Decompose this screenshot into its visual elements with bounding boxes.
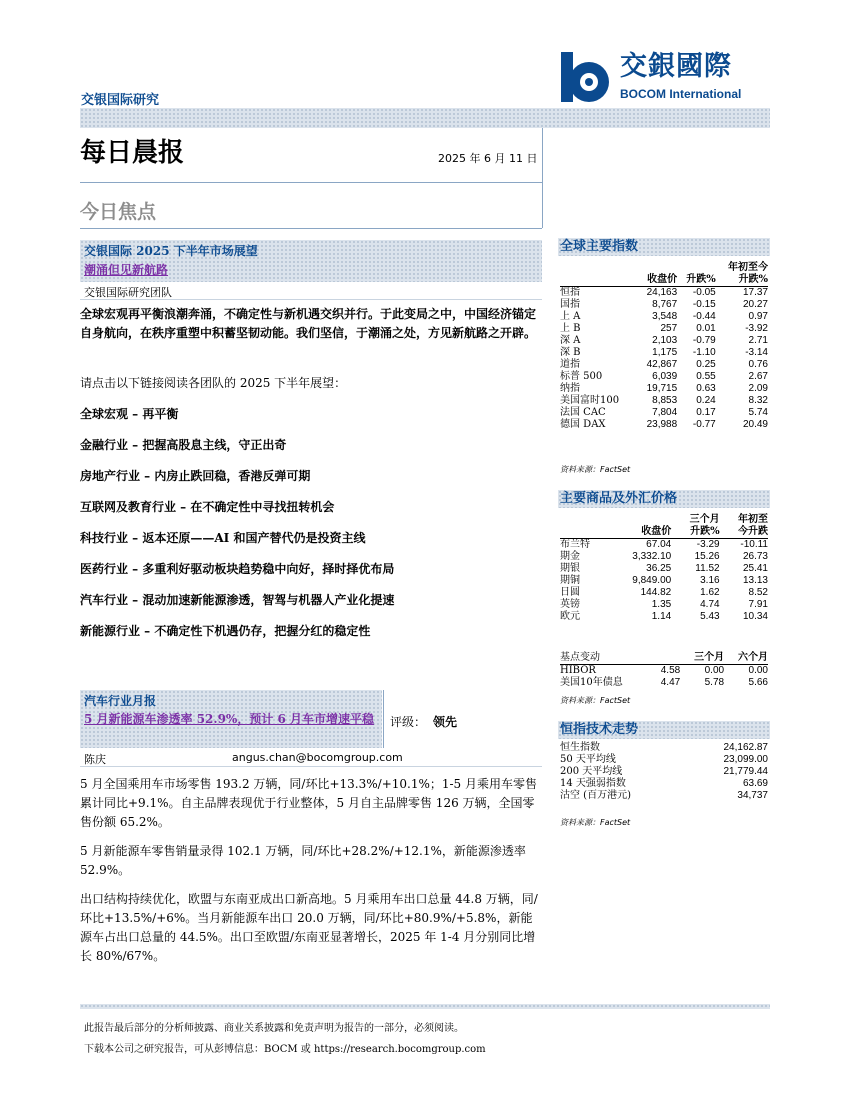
commodity-row-cell: -3.29	[696, 539, 720, 550]
commodity-row-cell: 10.34	[742, 611, 768, 622]
index-row-cell: -0.15	[692, 299, 716, 310]
index-row-cell: 恒指	[560, 287, 580, 298]
commodity-row-cell: 25.41	[742, 563, 768, 574]
article2-para-1: 5 月全国乘用车市场零售 193.2 万辆，同/环比+13.3%/+10.1%；1-5 月乘用车零售累计同比+9.1%。自主品牌表现优于行业整体，5 月自主品牌零售 126 万辆，全国零售份额 65.2%。	[80, 777, 538, 829]
index-row-cell: 24,163	[646, 287, 678, 298]
commodity-row	[560, 551, 768, 563]
index-row	[560, 311, 768, 323]
index-row-cell: 0.55	[696, 371, 716, 382]
commodity-row	[560, 587, 768, 599]
index-row	[560, 371, 768, 383]
commodities-col-3m-2: 升跌%	[690, 526, 720, 537]
index-row-cell: 0.63	[696, 383, 716, 394]
article1-subtitle-link[interactable]: 潮涌但见新航路	[84, 263, 169, 277]
rate-row-cell: 美国10年债息	[560, 677, 623, 688]
index-row-cell: 深 B	[560, 347, 581, 358]
index-row	[560, 299, 768, 311]
logo-mark-icon	[558, 48, 616, 106]
rate-row	[560, 677, 768, 689]
technical-row-cell: 50 天平均线	[560, 754, 616, 765]
link-technology[interactable]: 科技行业 – 返本还原——AI 和国产替代仍是投资主线	[80, 531, 366, 545]
logo-cn-text: 交銀國際	[620, 51, 732, 82]
link-financials[interactable]: 金融行业 – 把握高股息主线，守正出奇	[80, 438, 287, 452]
rates-col-6m: 六个月	[738, 652, 768, 663]
commodities-title: 主要商品及外汇价格	[558, 490, 770, 508]
commodity-row-cell: 7.91	[748, 599, 768, 610]
commodity-row-cell: 英镑	[560, 599, 580, 610]
commodity-row-cell: 67.04	[646, 539, 672, 550]
focus-heading: 今日焦点	[80, 201, 157, 223]
commodity-row-cell: 9,849.00	[632, 575, 672, 586]
technical-row-cell: 沽空 (百万港元)	[560, 790, 631, 801]
index-row-cell: 257	[660, 323, 678, 334]
index-row-cell: 上 B	[560, 323, 581, 334]
technical-row-cell: 14 天强弱指数	[560, 778, 626, 789]
article2-author: 陈庆	[84, 753, 106, 766]
index-row-cell: -0.79	[692, 335, 716, 346]
technical-row-cell: 21,779.44	[723, 766, 768, 777]
technical-row	[560, 742, 768, 754]
rating-divider	[383, 690, 384, 748]
page-title: 每日晨报	[80, 138, 185, 168]
index-row-cell: 法国 CAC	[560, 407, 606, 418]
article2-para-2: 5 月新能源车零售销量录得 102.1 万辆，同/环比+28.2%/+12.1%，新能源渗透率 52.9%。	[80, 844, 526, 877]
article1-title: 交银国际 2025 下半年市场展望	[84, 244, 258, 258]
link-healthcare[interactable]: 医药行业 – 多重利好驱动板块趋势稳中向好，择时择优布局	[80, 562, 395, 576]
logo-en-text: BOCOM International	[620, 87, 742, 101]
commodity-row-cell: 日圆	[560, 587, 580, 598]
commodity-row-cell: 布兰特	[560, 539, 590, 550]
commodity-row	[560, 563, 768, 575]
index-row-cell: 0.76	[748, 359, 768, 370]
commodity-row-cell: 8.52	[748, 587, 768, 598]
article2-para-3: 出口结构持续优化，欧盟与东南亚成出口新高地。5 月乘用车出口总量 44.8 万辆，同/环比+13.5%/+6%。当月新能源车出口 20.0 万辆，同/环比+80.9%/+5.8%，新能源车占出口总量的 44.5%。出口至欧盟/东南亚显著增长，2025 年 1-4 月分别同比增长 80%/67%。	[80, 892, 538, 963]
rates-col-3m: 三个月	[694, 652, 725, 663]
rating-value: 领先	[433, 715, 458, 729]
index-row-cell: 20.49	[742, 419, 768, 430]
index-row-cell: 德国 DAX	[560, 419, 606, 430]
commodity-row-cell: -10.11	[740, 539, 768, 550]
index-row-cell: -0.44	[692, 311, 716, 322]
commodity-row-cell: 期金	[560, 551, 580, 562]
article2-title: 汽车行业月报	[84, 694, 157, 708]
commodity-row	[560, 575, 768, 587]
footer-download[interactable]: 下载本公司之研究报告，可从彭博信息：BOCM 或 https://research.bocomgroup.com	[84, 1044, 486, 1055]
rate-row-cell: HIBOR	[560, 665, 596, 676]
link-auto[interactable]: 汽车行业 – 混动加速新能源渗透，智驾与机器人产业化提速	[80, 593, 395, 607]
index-row-cell: 2.09	[748, 383, 768, 394]
index-row-cell: 20.27	[742, 299, 768, 310]
index-row	[560, 323, 768, 335]
title-vertical-divider	[542, 128, 543, 228]
article2-subtitle-link[interactable]: 5 月新能源车渗透率 52.9%，预计 6 月车市增速平稳	[84, 712, 375, 726]
index-row-cell: 纳指	[560, 383, 580, 394]
article2-email[interactable]: angus.chan@bocomgroup.com	[232, 751, 403, 764]
indices-title: 全球主要指数	[558, 238, 770, 256]
index-row-cell: -0.05	[692, 287, 716, 298]
index-row-cell: 3,548	[652, 311, 678, 322]
commodity-row-cell: 1.14	[651, 611, 672, 622]
commodity-row-cell: 36.25	[646, 563, 672, 574]
index-row-cell: 5.74	[748, 407, 768, 418]
focus-divider	[80, 228, 542, 229]
index-row-cell: -3.14	[745, 347, 768, 358]
company-logo	[558, 48, 770, 106]
indices-table	[560, 262, 768, 431]
technical-row	[560, 778, 768, 790]
commodities-source: 资料来源：FactSet	[560, 696, 631, 705]
technical-row-cell: 23,099.00	[723, 754, 768, 765]
index-row	[560, 407, 768, 419]
footer-disclaimer: 此报告最后部分的分析师披露、商业关系披露和免责声明为报告的一部分，必须阅读。	[84, 1023, 464, 1034]
commodities-col-ytd-2: 今升跌	[738, 526, 768, 537]
article1-header-right	[380, 240, 542, 282]
technicals-title: 恒指技术走势	[558, 721, 770, 739]
index-row	[560, 395, 768, 407]
index-row	[560, 287, 768, 300]
technicals-source: 资料来源：FactSet	[560, 818, 631, 827]
index-row-cell: 17.37	[742, 287, 768, 298]
index-row-cell: -3.92	[745, 323, 768, 334]
index-row-cell: -0.77	[692, 419, 716, 430]
commodity-row-cell: 13.13	[742, 575, 768, 586]
author2-divider	[80, 766, 542, 767]
technical-row-cell: 34,737	[737, 790, 768, 801]
indices-source: 资料来源：FactSet	[560, 465, 631, 474]
rate-row-cell: 4.47	[660, 677, 681, 688]
index-row-cell: 7,804	[652, 407, 678, 418]
index-row-cell: 2,103	[652, 335, 678, 346]
org-name: 交银国际研究	[81, 93, 160, 108]
outlook-link-list	[80, 405, 542, 653]
index-row-cell: -1.10	[692, 347, 716, 358]
index-row-cell: 国指	[560, 299, 580, 310]
index-row-cell: 0.24	[696, 395, 716, 406]
report-date: 2025 年 6 月 11 日	[438, 152, 538, 165]
index-row-cell: 美国富时100	[560, 395, 620, 406]
index-row	[560, 419, 768, 431]
footer-band	[80, 1004, 770, 1009]
commodities-col-3m-1: 三个月	[689, 514, 720, 525]
commodity-row-cell: 144.82	[640, 587, 672, 598]
commodity-row-cell: 5.43	[700, 611, 720, 622]
technicals-table	[560, 742, 768, 802]
commodity-row-cell: 欧元	[560, 611, 580, 622]
commodity-row-cell: 1.35	[651, 599, 672, 610]
header-band	[80, 108, 770, 128]
rate-row-cell: 0.00	[748, 665, 768, 676]
index-row-cell: 8,767	[652, 299, 678, 310]
commodity-row-cell: 4.74	[700, 599, 720, 610]
commodity-row-cell: 11.52	[695, 563, 720, 574]
index-row-cell: 0.97	[748, 311, 768, 322]
technical-row-cell: 恒生指数	[560, 742, 600, 753]
technical-row-cell: 24,162.87	[723, 742, 768, 753]
commodity-row-cell: 26.73	[742, 551, 768, 562]
indices-col-ytd-1: 年初至今	[728, 262, 768, 273]
rate-row-cell: 0.00	[704, 665, 725, 676]
index-row-cell: 上 A	[560, 311, 581, 322]
technical-row	[560, 790, 768, 802]
index-row-cell: 0.01	[696, 323, 716, 334]
index-row-cell: 深 A	[560, 335, 581, 346]
commodity-row-cell: 3,332.10	[632, 551, 672, 562]
index-row-cell: 19,715	[646, 383, 678, 394]
index-row-cell: 0.25	[696, 359, 716, 370]
article1-author: 交银国际研究团队	[84, 286, 172, 299]
commodities-col-close: 收盘价	[641, 526, 672, 537]
index-row-cell: 42,867	[646, 359, 678, 370]
index-row-cell: 道指	[560, 359, 580, 370]
commodity-row-cell: 15.26	[694, 551, 720, 562]
rate-row-cell: 4.58	[660, 665, 681, 676]
index-row-cell: 2.71	[748, 335, 768, 346]
article1-intro: 请点击以下链接阅读各团队的 2025 下半年展望：	[80, 376, 347, 390]
commodities-col-ytd-1: 年初至	[738, 514, 768, 525]
rate-row-cell: 5.78	[704, 677, 725, 688]
commodity-row-cell: 期银	[560, 563, 580, 574]
index-row-cell: 1,175	[652, 347, 678, 358]
technical-row-cell: 200 天平均线	[560, 766, 623, 777]
link-property[interactable]: 房地产行业 – 内房止跌回稳，香港反弹可期	[80, 469, 311, 483]
commodity-row-cell: 期铜	[560, 575, 580, 586]
commodity-row	[560, 611, 768, 623]
link-new-energy[interactable]: 新能源行业 – 不确定性下机遇仍存，把握分红的稳定性	[80, 624, 371, 638]
rating-label: 评级：	[390, 715, 427, 729]
technical-row	[560, 766, 768, 778]
rates-header: 基点变动	[560, 652, 600, 663]
article1-lead: 全球宏观再平衡浪潮奔涌，不确定性与新机遇交织并行。于此变局之中，中国经济锚定自身航向，在秩序重塑中积蓄坚韧动能。我们坚信，于潮涌之处，方见新航路之开辟。	[80, 307, 537, 340]
index-row-cell: 8.32	[748, 395, 768, 406]
index-row	[560, 347, 768, 359]
index-row-cell: 2.67	[748, 371, 768, 382]
technical-row-cell: 63.69	[742, 778, 768, 789]
index-row-cell: 0.17	[696, 407, 716, 418]
commodity-row	[560, 599, 768, 611]
indices-col-close: 收盘价	[647, 274, 678, 285]
title-divider	[80, 182, 542, 183]
link-global-macro[interactable]: 全球宏观 – 再平衡	[80, 407, 179, 421]
commodity-row-cell: 3.16	[700, 575, 720, 586]
index-row	[560, 359, 768, 371]
article1-header	[80, 240, 380, 282]
rate-row	[560, 665, 768, 678]
technical-row	[560, 754, 768, 766]
link-internet-education[interactable]: 互联网及教育行业 – 在不确定性中寻找扭转机会	[80, 500, 335, 514]
commodity-row	[560, 539, 768, 552]
index-row-cell: 23,988	[646, 419, 678, 430]
index-row-cell: 标普 500	[560, 371, 603, 382]
index-row-cell: 6,039	[652, 371, 678, 382]
rates-table	[560, 652, 768, 689]
index-row	[560, 335, 768, 347]
rate-row-cell: 5.66	[748, 677, 768, 688]
index-row-cell: 8,853	[652, 395, 678, 406]
commodities-table	[560, 514, 768, 623]
author-divider	[80, 299, 542, 300]
indices-col-ytd-2: 升跌%	[738, 274, 768, 285]
index-row	[560, 383, 768, 395]
article2-header	[80, 690, 382, 748]
indices-col-chg: 升跌%	[686, 274, 716, 285]
commodity-row-cell: 1.62	[700, 587, 720, 598]
